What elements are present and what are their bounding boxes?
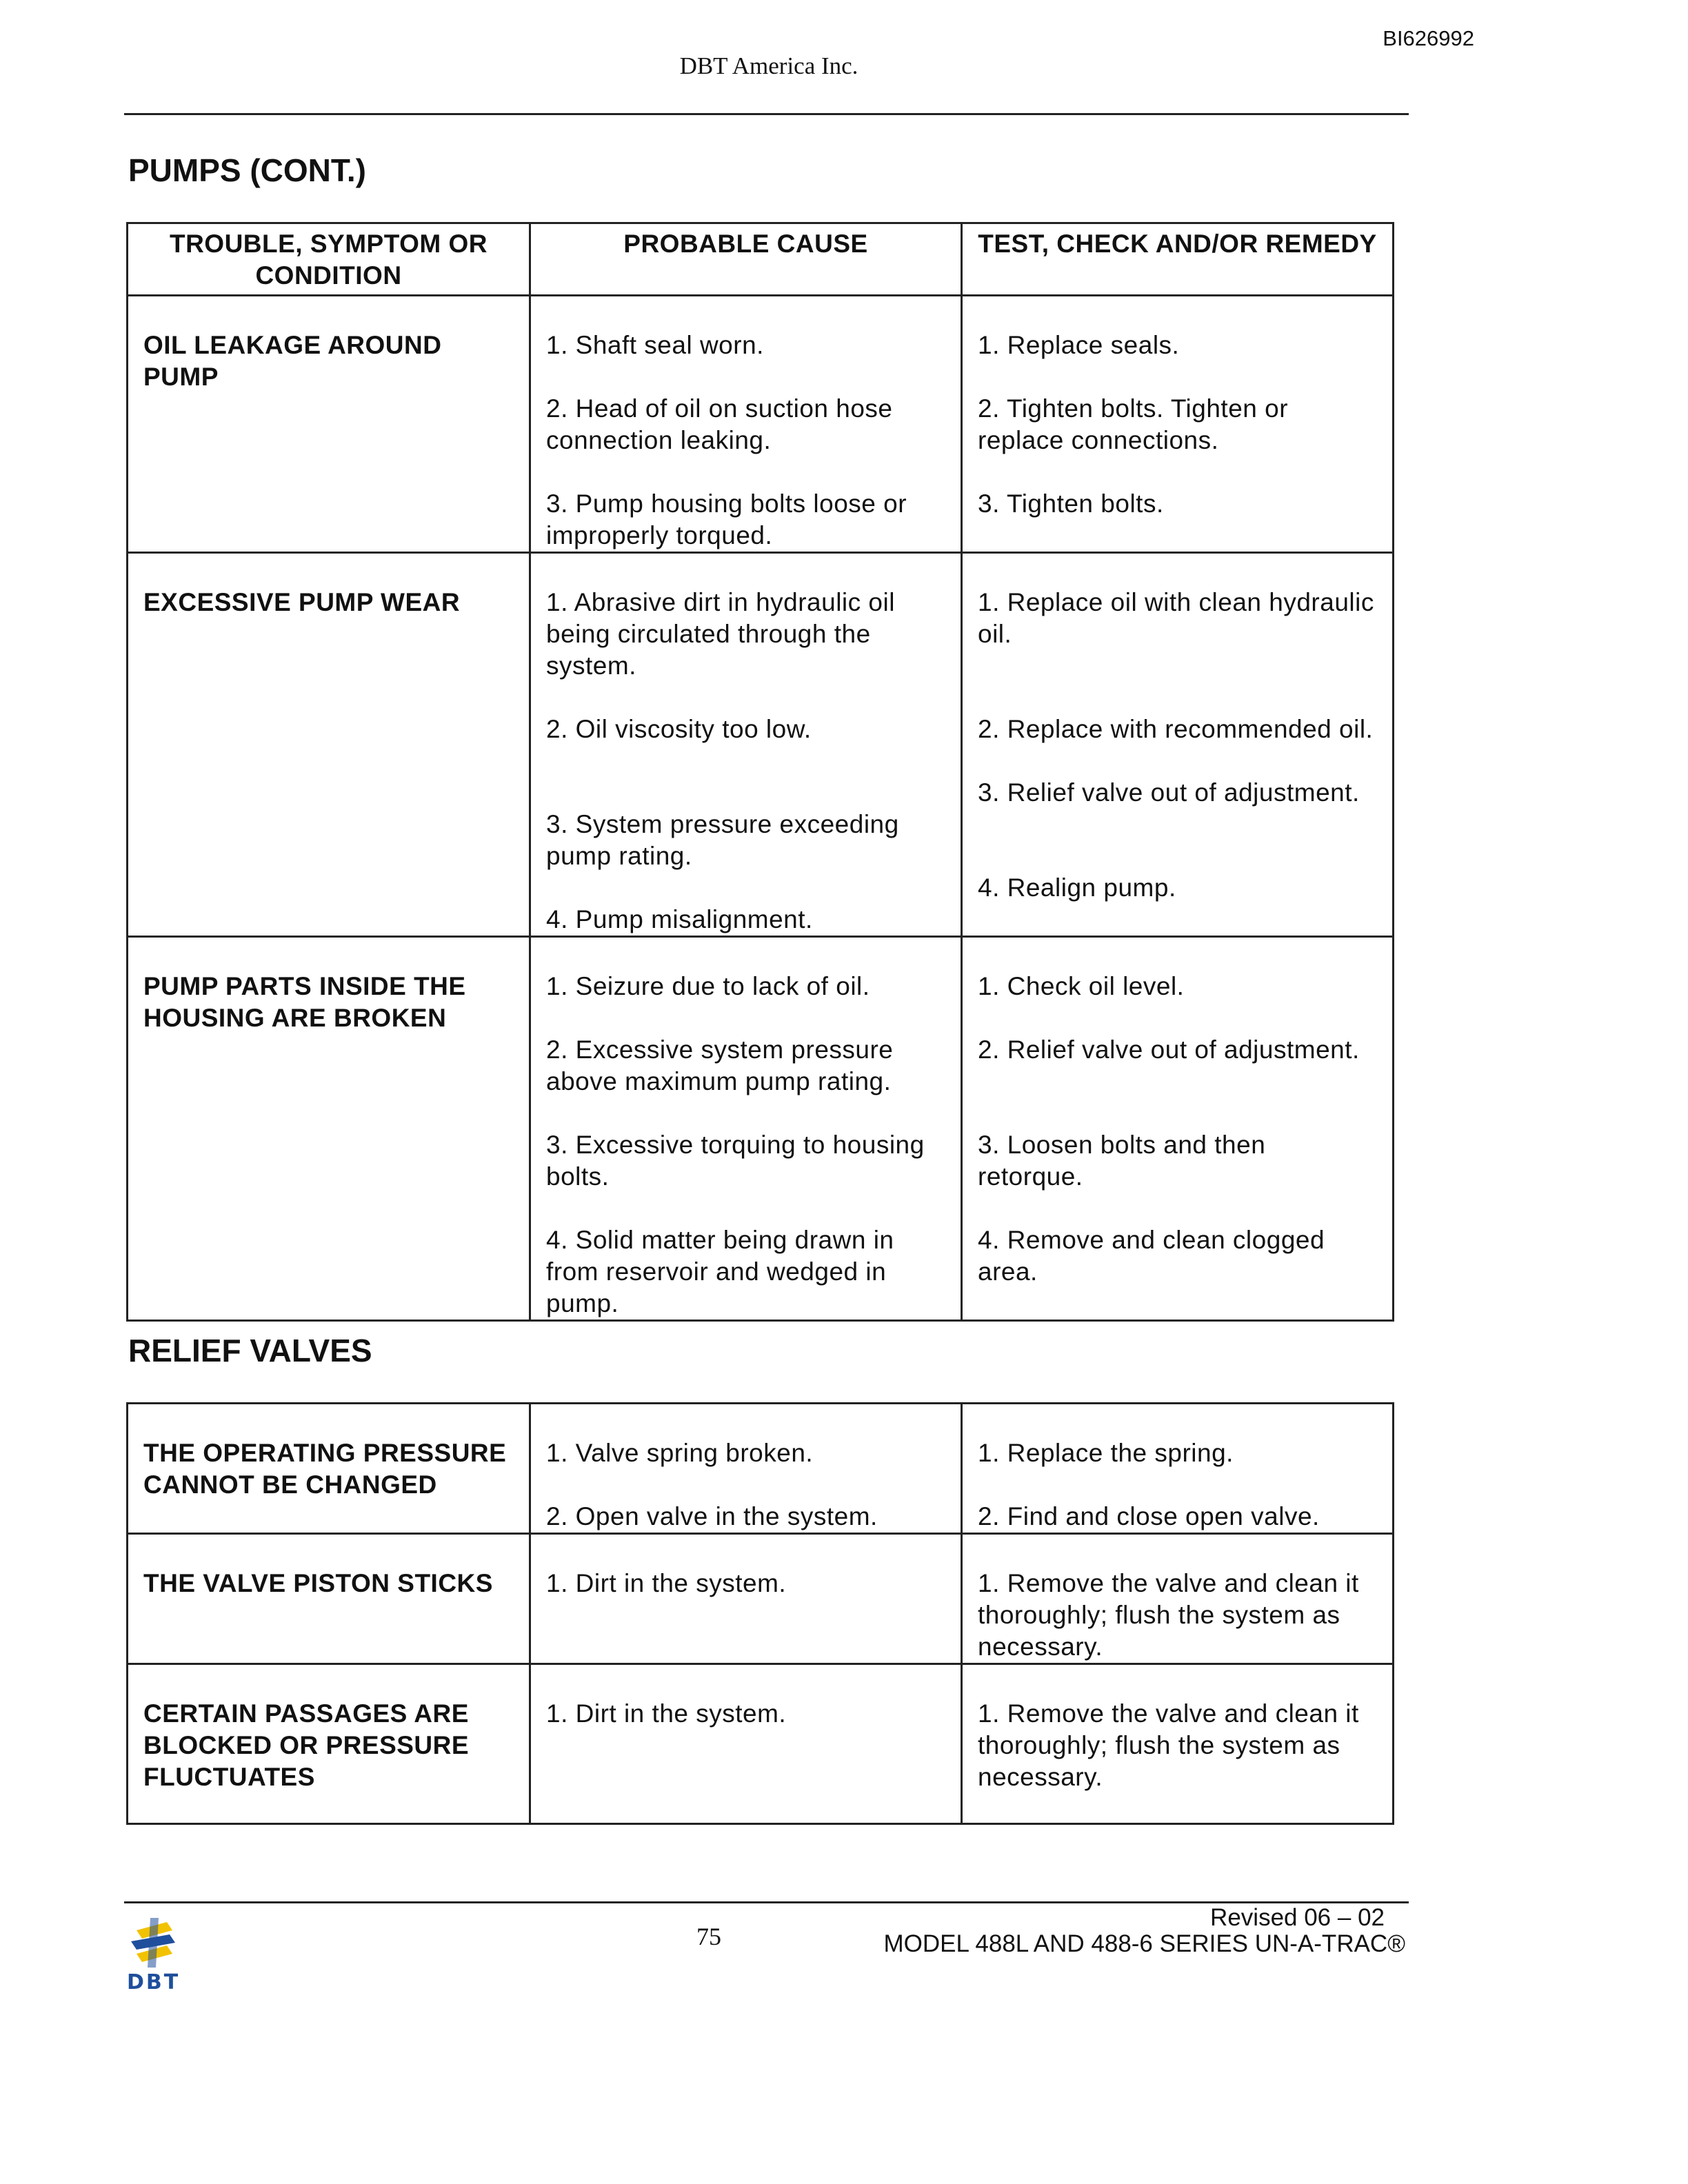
section-title-pumps: PUMPS (CONT.) <box>128 152 366 188</box>
revision-date: Revised 06 – 02 <box>1210 1904 1385 1931</box>
cause-item: 2. Head of oil on suction hose connection leaking. <box>546 394 893 454</box>
cause-item: 2. Open valve in the system. <box>546 1502 878 1530</box>
remedy-item: 1. Replace the spring. <box>978 1439 1234 1467</box>
remedy-item: 3. Relief valve out of adjustment. <box>978 778 1360 807</box>
condition-cell: THE OPERATING PRESSURE CANNOT BE CHANGED <box>128 1404 530 1534</box>
cause-cell <box>530 1664 962 1824</box>
cause-item: 3. Pump housing bolts loose or improperly torqued. <box>546 489 907 549</box>
condition-cell: CERTAIN PASSAGES ARE BLOCKED OR PRESSURE FLUCTUATES <box>128 1664 530 1824</box>
company-name: DBT America Inc. <box>679 52 858 79</box>
remedy-item: 3. Loosen bolts and then retorque. <box>978 1131 1266 1191</box>
cause-item: 2. Excessive system pressure above maximum pump rating. <box>546 1035 894 1095</box>
table-row <box>128 1534 1394 1664</box>
remedy-item: 2. Find and close open valve. <box>978 1502 1320 1530</box>
header-rule <box>124 113 1409 115</box>
remedy-item: 3. Tighten bolts. <box>978 489 1164 518</box>
section-title-relief-valves: RELIEF VALVES <box>128 1333 372 1368</box>
remedy-item: 4. Remove and clean clogged area. <box>978 1226 1325 1286</box>
footer-rule <box>124 1901 1409 1903</box>
remedy-item: 2. Relief valve out of adjustment. <box>978 1035 1360 1064</box>
table-row <box>128 553 1394 937</box>
cause-item: 1. Dirt in the system. <box>546 1569 787 1597</box>
remedy-cell <box>962 937 1394 1321</box>
remedy-item: 2. Tighten bolts. Tighten or replace connections. <box>978 394 1289 454</box>
remedy-item: 2. Replace with recommended oil. <box>978 715 1374 743</box>
cause-item: 4. Solid matter being drawn in from reservoir and wedged in pump. <box>546 1226 894 1317</box>
cause-item: 3. System pressure exceeding pump rating. <box>546 810 899 870</box>
cause-item: 4. Pump misalignment. <box>546 905 813 933</box>
condition-cell: OIL LEAKAGE AROUND PUMP <box>128 296 530 553</box>
table-header-row <box>128 223 1394 296</box>
cause-cell <box>530 1534 962 1664</box>
cause-item: 2. Oil viscosity too low. <box>546 715 812 743</box>
condition-cell: PUMP PARTS INSIDE THE HOUSING ARE BROKEN <box>128 937 530 1321</box>
remedy-item: 4. Realign pump. <box>978 873 1176 902</box>
remedy-cell <box>962 1534 1394 1664</box>
condition-cell: EXCESSIVE PUMP WEAR <box>128 553 530 937</box>
cause-cell <box>530 937 962 1321</box>
remedy-cell <box>962 1664 1394 1824</box>
cause-cell <box>530 296 962 553</box>
column-header-condition: TROUBLE, SYMPTOM OR CONDITION <box>128 223 530 296</box>
remedy-item: 1. Remove the valve and clean it thoroughly; flush the system as necessary. <box>978 1569 1359 1661</box>
remedy-item: 1. Replace seals. <box>978 331 1180 359</box>
cause-cell <box>530 1404 962 1534</box>
column-header-cause: PROBABLE CAUSE <box>530 223 962 296</box>
relief-valves-table <box>126 1402 1394 1825</box>
model-name: MODEL 488L AND 488-6 SERIES UN-A-TRAC® <box>883 1930 1405 1957</box>
logo-text: DBT <box>127 1970 181 1994</box>
remedy-cell <box>962 553 1394 937</box>
table-row <box>128 1664 1394 1824</box>
remedy-cell <box>962 1404 1394 1534</box>
remedy-cell <box>962 296 1394 553</box>
column-header-remedy: TEST, CHECK AND/OR REMEDY <box>962 223 1394 296</box>
remedy-item: 1. Replace oil with clean hydraulic oil. <box>978 588 1374 648</box>
table-row <box>128 1404 1394 1534</box>
cause-item: 1. Abrasive dirt in hydraulic oil being circulated through the system. <box>546 588 895 680</box>
cause-cell <box>530 553 962 937</box>
remedy-item: 1. Check oil level. <box>978 972 1185 1000</box>
remedy-item: 1. Remove the valve and clean it thoroughly; flush the system as necessary. <box>978 1699 1359 1791</box>
document-id: BI626992 <box>1383 26 1474 50</box>
pumps-table <box>126 222 1394 1322</box>
table-row <box>128 937 1394 1321</box>
cause-item: 1. Shaft seal worn. <box>546 331 764 359</box>
cause-item: 3. Excessive torquing to housing bolts. <box>546 1131 925 1191</box>
dbt-logo-icon <box>127 1915 182 1970</box>
cause-item: 1. Seizure due to lack of oil. <box>546 972 870 1000</box>
cause-item: 1. Dirt in the system. <box>546 1699 787 1728</box>
condition-cell: THE VALVE PISTON STICKS <box>128 1534 530 1664</box>
cause-item: 1. Valve spring broken. <box>546 1439 814 1467</box>
table-row <box>128 296 1394 553</box>
page-number: 75 <box>696 1923 721 1950</box>
